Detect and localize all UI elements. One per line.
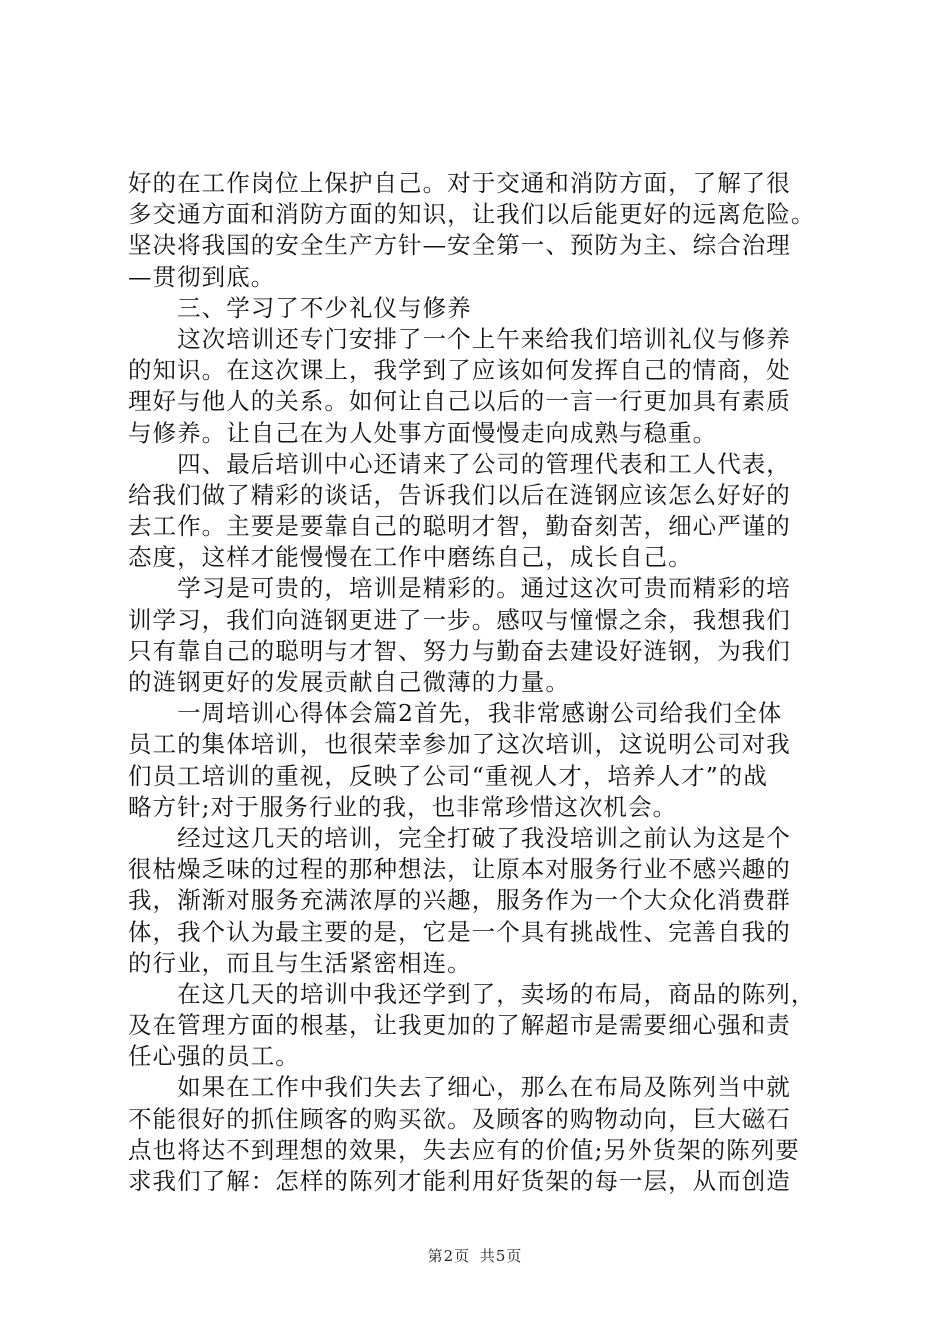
text-line: 体，我个认为最主要的是，它是一个具有挑战性、完善自我的 (128, 917, 791, 946)
text-line: 我，渐渐对服务充满浓厚的兴趣，服务作为一个大众化消费群 (128, 886, 791, 915)
text-line: 一周培训心得体会篇2首先，我非常感谢公司给我们全体 (128, 699, 783, 728)
text-line: 不能很好的抓住顾客的购买欲。及顾客的购物动向，巨大磁石 (128, 1104, 791, 1133)
page-total: 共5页 (479, 1247, 523, 1265)
text-line: 点也将达不到理想的效果，失去应有的价值;另外货架的陈列要 (128, 1135, 800, 1164)
text-line: 理好与他人的关系。如何让自己以后的一言一行更加具有素质 (128, 387, 791, 416)
text-line: 员工的集体培训，也很荣幸参加了这次培训，这说明公司对我 (128, 730, 791, 759)
text-line: 如果在工作中我们失去了细心，那么在布局及陈列当中就 (128, 1073, 791, 1102)
text-line: 与修养。让自己在为人处事方面慢慢走向成熟与稳重。 (128, 418, 718, 447)
text-line: 的知识。在这次课上，我学到了应该如何发挥自己的情商，处 (128, 356, 791, 385)
text-line: 只有靠自己的聪明与才智、努力与勤奋去建设好涟钢，为我们 (128, 636, 791, 665)
text-line: 很枯燥乏味的过程的那种想法，让原本对服务行业不感兴趣的 (128, 855, 791, 884)
text-line: 好的在工作岗位上保护自己。对于交通和消防方面，了解了很 (128, 169, 791, 197)
text-line: 训学习，我们向涟钢更进了一步。感叹与憧憬之余，我想我们 (128, 605, 791, 634)
text-line: 给我们做了精彩的谈话，告诉我们以后在涟钢应该怎么好好的 (128, 480, 791, 509)
text-line: 多交通方面和消防方面的知识，让我们以后能更好的远离危险。 (128, 200, 816, 229)
text-line: 态度，这样才能慢慢在工作中磨练自己，成长自己。 (128, 543, 693, 572)
text-line: 及在管理方面的根基，让我更加的了解超市是需要细心强和责 (128, 1011, 791, 1040)
text-line: —贯彻到底。 (128, 262, 276, 291)
text-line: 经过这几天的培训，完全打破了我没培训之前认为这是个 (128, 823, 791, 852)
text-line: 坚决将我国的安全生产方针—安全第一、预防为主、综合治理 (128, 231, 791, 260)
text-line: 四、最后培训中心还请来了公司的管理代表和工人代表， (128, 449, 791, 478)
text-line: 在这几天的培训中我还学到了，卖场的布局，商品的陈列， (128, 979, 816, 1008)
text-line: 求我们了解：怎样的陈列才能利用好货架的每一层，从而创造 (128, 1167, 791, 1195)
text-line: 的涟钢更好的发展贡献自己微薄的力量。 (128, 668, 570, 696)
text-line: 去工作。主要是要靠自己的聪明才智，勤奋刻苦，细心严谨的 (128, 512, 791, 541)
page-footer (0, 1245, 950, 1266)
page-number: 第2页 (427, 1247, 471, 1265)
text-line: 学习是可贵的，培训是精彩的。通过这次可贵而精彩的培 (128, 574, 791, 603)
text-line: 的行业，而且与生活紧密相连。 (128, 948, 472, 977)
text-line: 这次培训还专门安排了一个上午来给我们培训礼仪与修养 (128, 324, 791, 353)
body-text (128, 168, 848, 1197)
text-line: 们员工培训的重视，反映了公司“重视人才，培养人才”的战 (128, 761, 768, 790)
text-line: 任心强的员工。 (128, 1042, 300, 1071)
text-line: 略方针;对于服务行业的我，也非常珍惜这次机会。 (128, 792, 678, 821)
text-line: 三、学习了不少礼仪与修养 (128, 293, 472, 322)
